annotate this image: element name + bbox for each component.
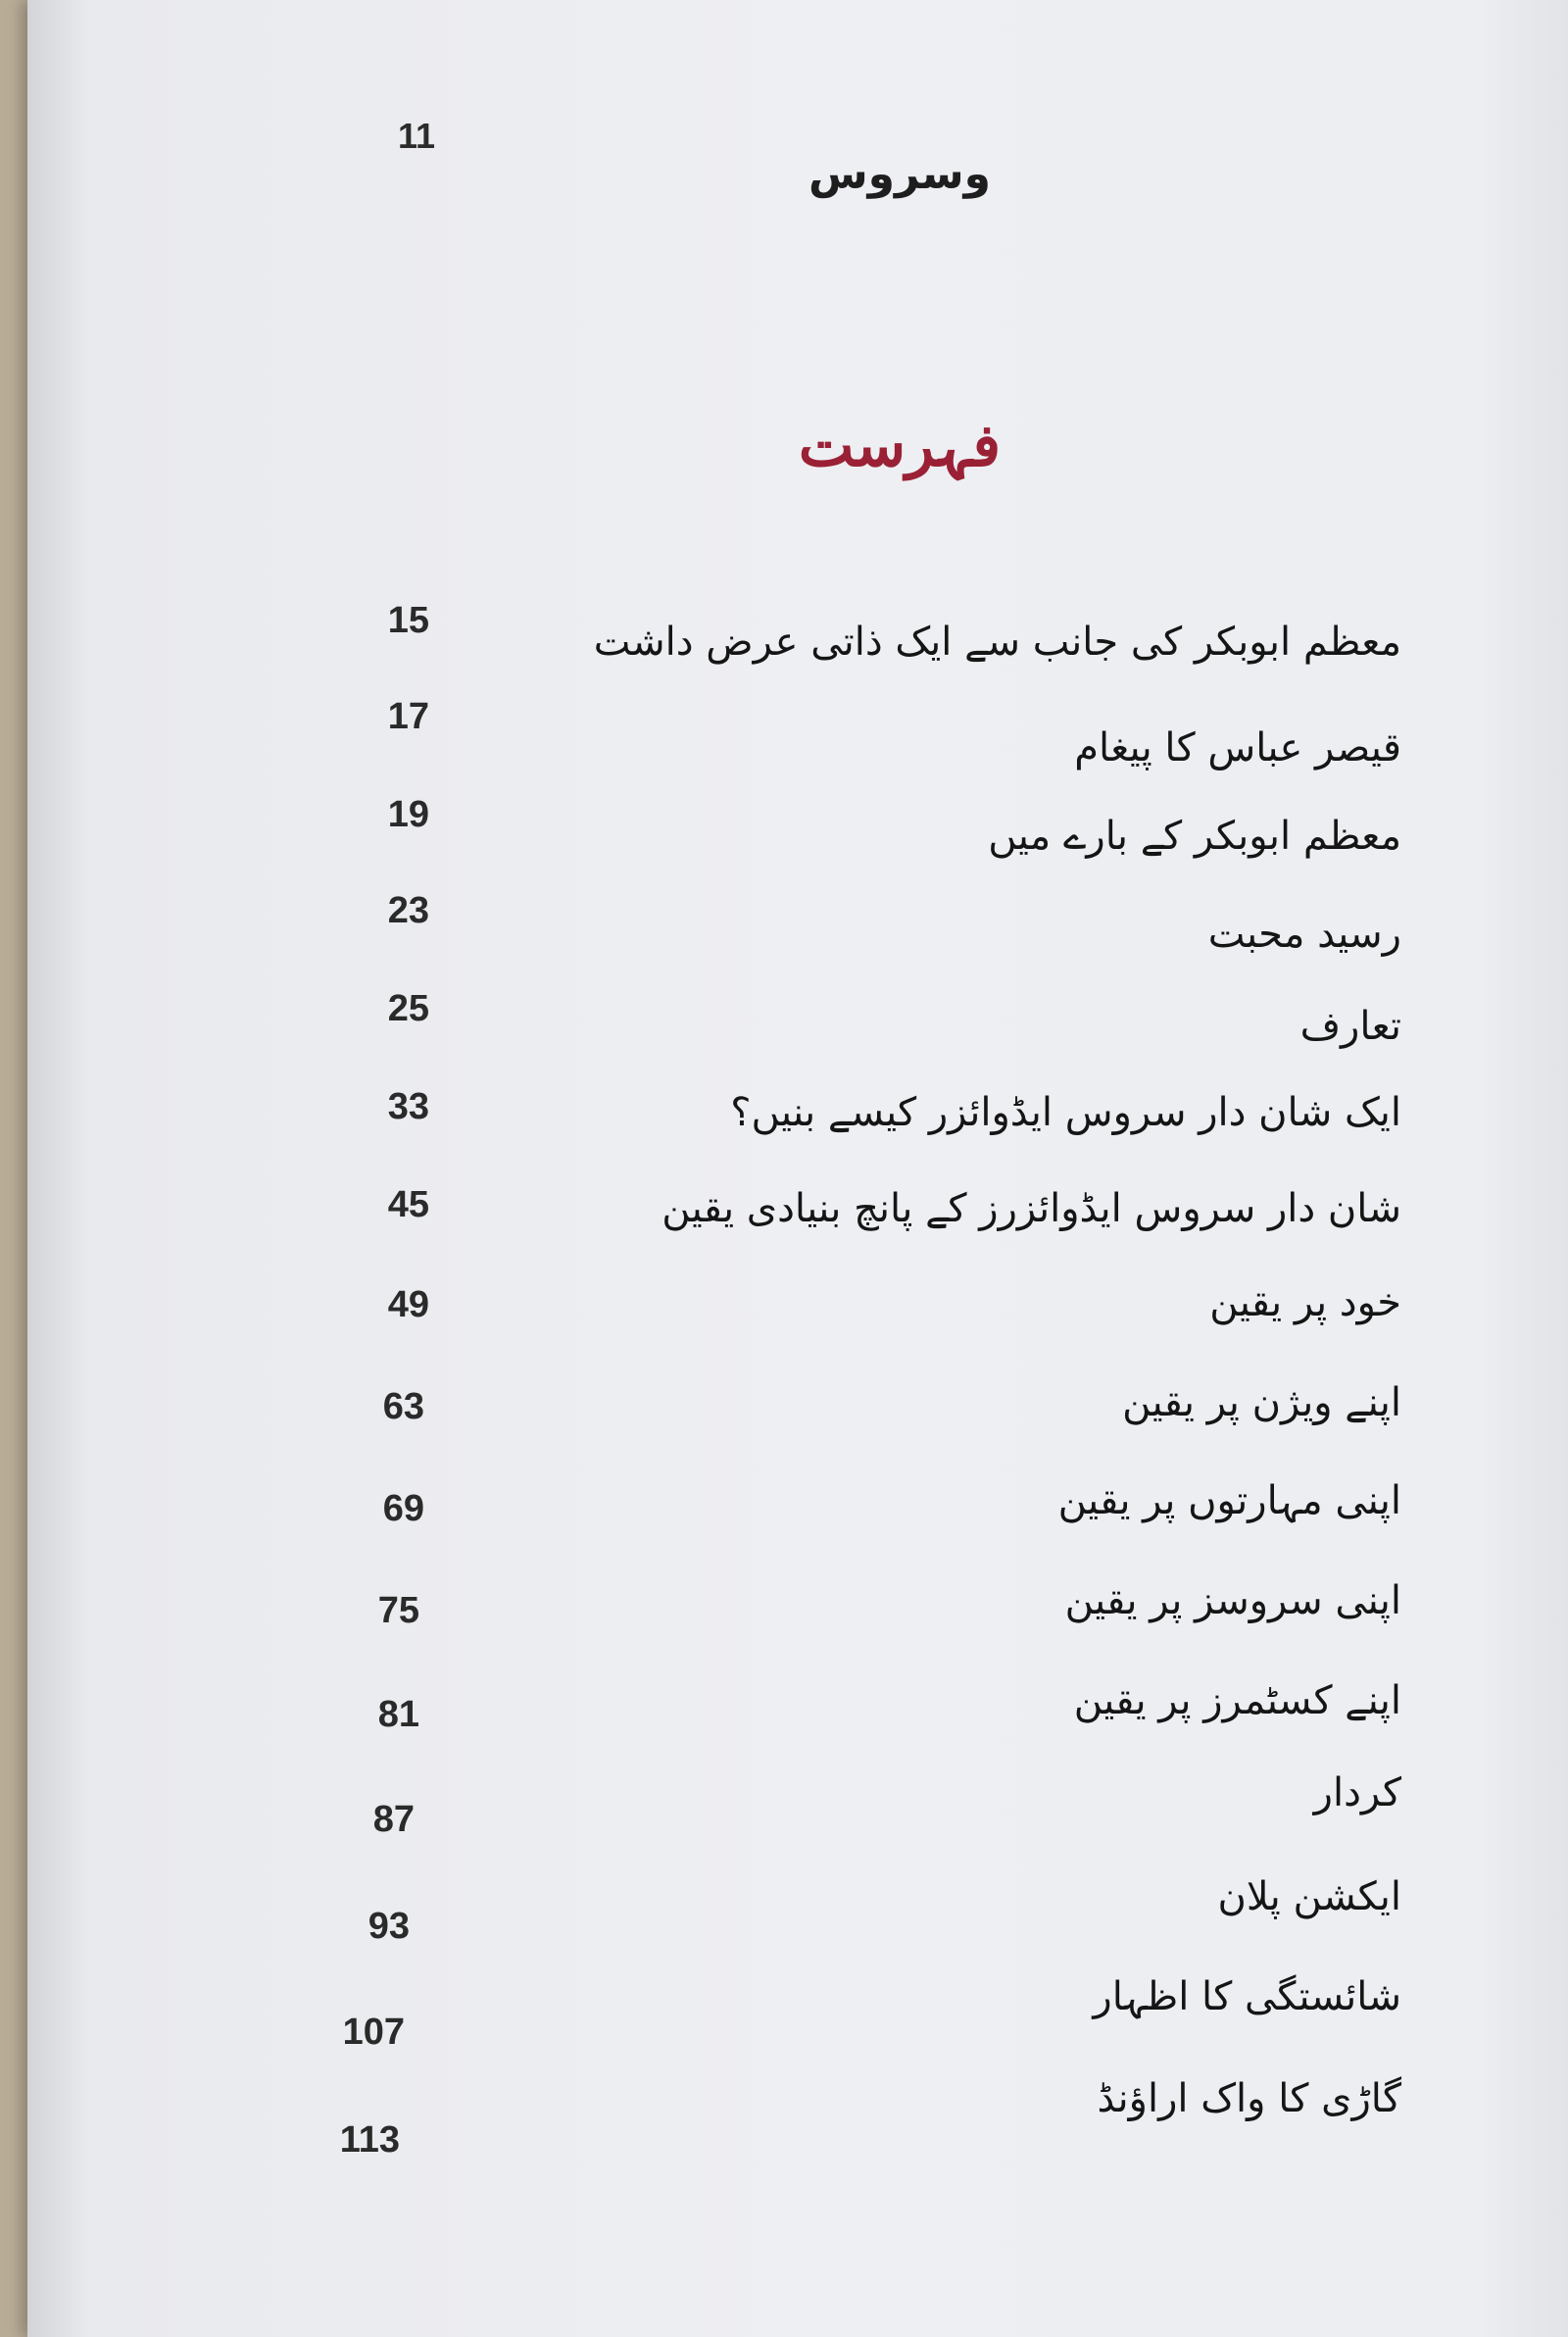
toc-entry-page: 87	[372, 1799, 415, 1840]
toc-entry-page: 33	[387, 1086, 429, 1127]
toc-entry-page: 19	[387, 794, 429, 835]
toc-entry-title: ایک شان دار سروس ایڈوائزر کیسے بنیں؟	[730, 1090, 1401, 1135]
toc-entry-title: شائستگی کا اظہار	[1093, 1974, 1401, 2019]
toc-entry-page: 63	[382, 1386, 424, 1427]
toc-title: فہرست	[798, 412, 1002, 480]
toc-entry-title: معظم ابوبکر کے بارے میں	[988, 814, 1401, 859]
toc-entry-title: کردار	[1313, 1770, 1401, 1815]
toc-entry-page: 49	[387, 1284, 429, 1325]
toc-entry-page: 15	[387, 600, 429, 641]
toc-entry-page: 23	[387, 890, 429, 931]
toc-entry-page: 17	[387, 696, 429, 737]
book-page	[27, 0, 1568, 2337]
toc-entry-title: اپنے ویژن پر یقین	[1122, 1380, 1401, 1425]
toc-entry-title: رسید محبت	[1207, 912, 1401, 957]
toc-entry-page: 93	[368, 1906, 410, 1947]
toc-entry-title: قیصر عباس کا پیغام	[1074, 725, 1401, 771]
toc-entry-page: 69	[382, 1488, 424, 1529]
toc-entry-page: 81	[377, 1694, 419, 1735]
toc-entry-title: اپنی مہارتوں پر یقین	[1057, 1478, 1401, 1523]
toc-entry-title: تعارف	[1299, 1004, 1401, 1049]
page-number: 11	[398, 116, 436, 156]
toc-entry-page: 75	[377, 1590, 419, 1631]
running-head: وسروس	[808, 149, 992, 199]
toc-entry-title: اپنے کسٹمرز پر یقین	[1073, 1678, 1401, 1723]
toc-entry-title: اپنی سروسز پر یقین	[1064, 1578, 1401, 1623]
toc-entry-title: ایکشن پلان	[1217, 1874, 1401, 1919]
toc-entry-page: 113	[339, 2119, 400, 2161]
toc-entry-title: معظم ابوبکر کی جانب سے ایک ذاتی عرض داشت	[593, 620, 1401, 665]
toc-entry-title: خود پر یقین	[1209, 1280, 1401, 1325]
toc-entry-title: شان دار سروس ایڈوائزرز کے پانچ بنیادی یقین	[662, 1186, 1401, 1231]
toc-list	[27, 0, 1568, 2337]
toc-entry-page: 25	[387, 988, 429, 1029]
toc-entry-title: گاڑی کا واک اراؤنڈ	[1097, 2076, 1401, 2121]
toc-entry-page: 45	[387, 1184, 429, 1225]
toc-entry-page: 107	[342, 2012, 405, 2053]
